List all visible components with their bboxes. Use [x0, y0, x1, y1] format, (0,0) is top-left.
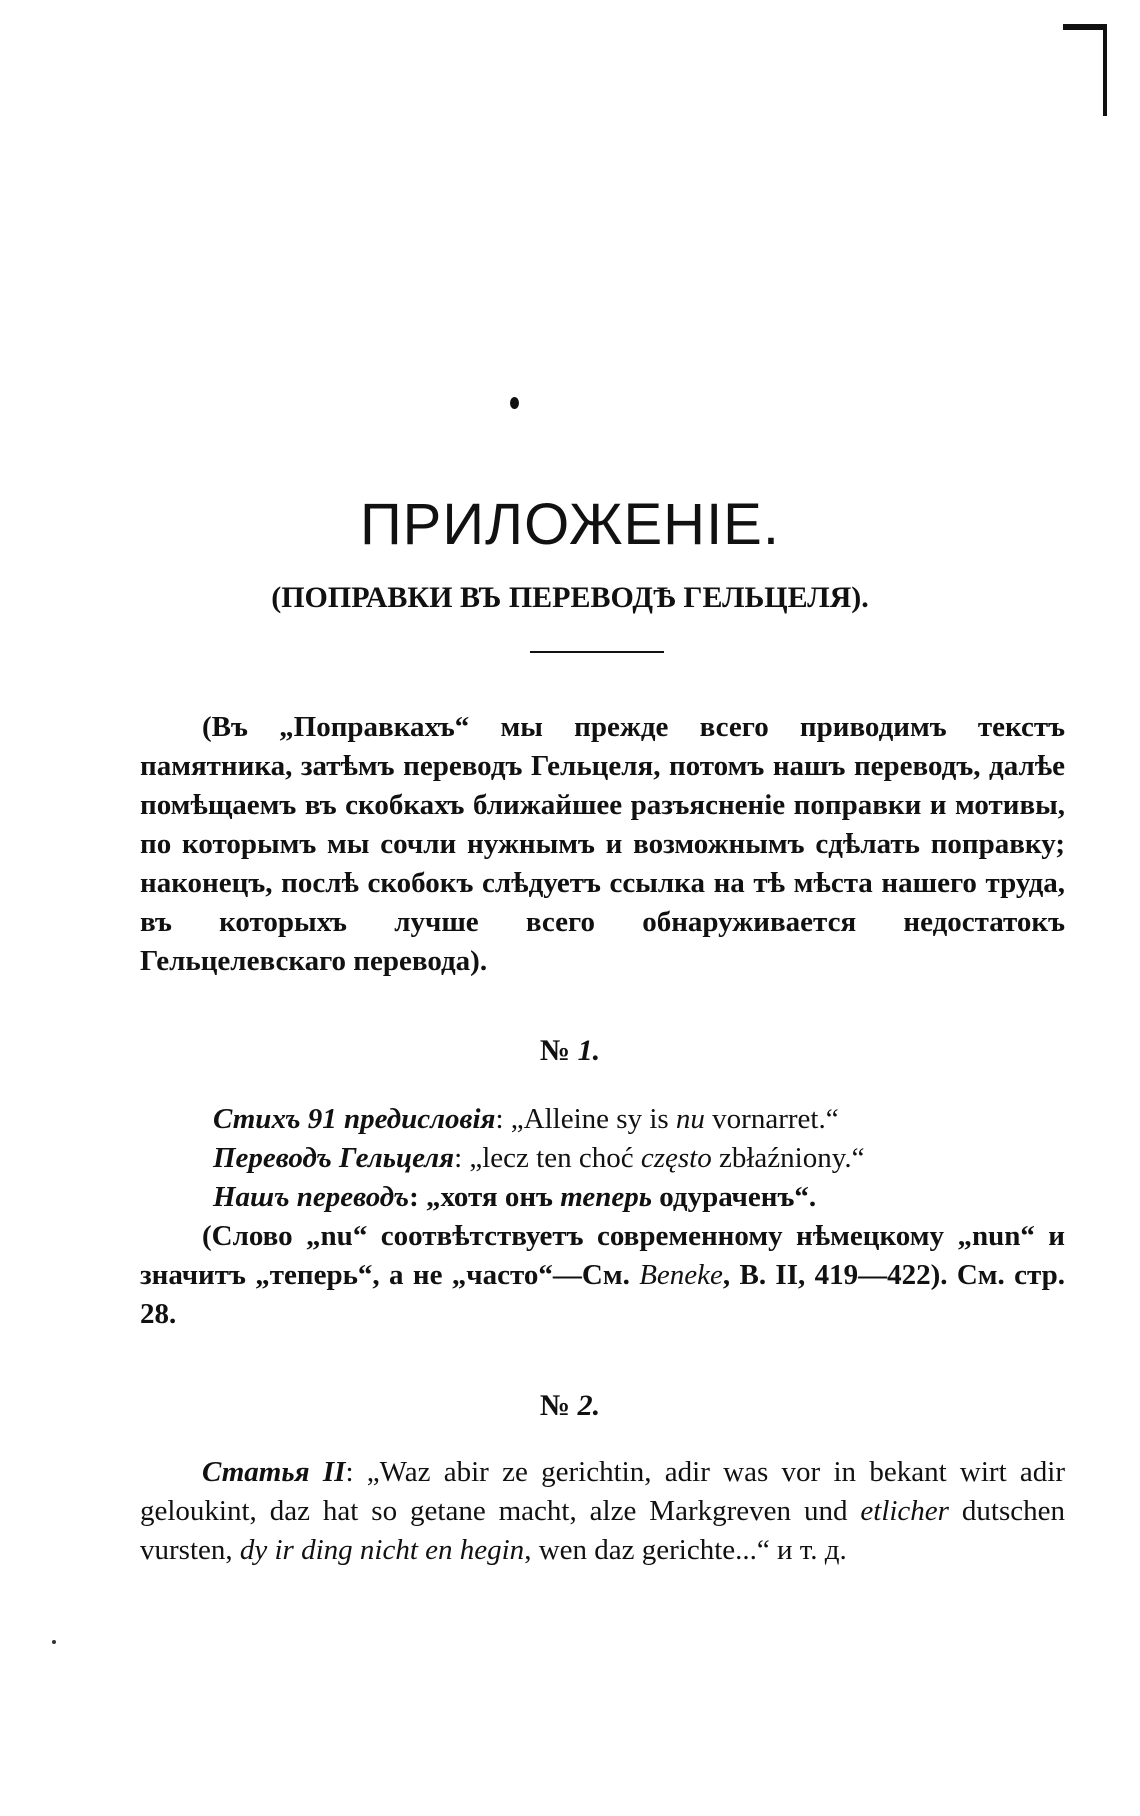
note-text-end: , B. II, 419—422). См. стр. 28.: [140, 1259, 1065, 1330]
article-emphasis-1: etlicher: [860, 1495, 949, 1527]
intro-text: (Въ „Поправкахъ“ мы прежде всего приводимъ текстъ памятника, затѣмъ переводъ Гельцеля, потомъ нашъ переводъ, далѣе помѣщаемъ въ скобкахъ ближайшее разъясненіе поправки и мотивы, по которымъ мы сочли нужнымъ и возможнымъ сдѣлать поправку; наконецъ, послѣ скобокъ слѣдуетъ ссылка на тѣ мѣста нашего труда, въ которыхъ лучше всего обнаруживается недостатокъ Гельцелевскаго перевода).: [140, 711, 1065, 977]
section-number: 1.: [577, 1034, 601, 1067]
article-text: : „Waz abir ze gerichtin, adir was vor in bekant wirt adir geloukint, daz hat so getane macht, alze Markgreven und: [140, 1456, 1066, 1527]
helcel-label: Переводъ Гельцеля: [213, 1142, 455, 1174]
note-text: (Слово „nu“ соотвѣтствуетъ современному нѣмецкому „nun“ и значитъ „теперь“, а не „часто“—См.: [140, 1220, 1065, 1291]
section-heading-1: [0, 1031, 1140, 1071]
helcel-emphasis: często: [640, 1142, 712, 1174]
section-heading-2: [0, 1386, 1140, 1426]
number-sign: №: [539, 1034, 571, 1067]
verse-label: Стихъ 91 предисловія: [213, 1103, 496, 1135]
ink-speck: [52, 1640, 56, 1644]
section-2-body: [140, 1453, 1065, 1570]
article-text-mid: dutschen vursten,: [140, 1495, 1065, 1566]
intro-paragraph: [140, 708, 1065, 981]
section-1-body: [140, 1100, 1065, 1334]
article-emphasis-2: dy ir ding nicht en hegin: [239, 1534, 525, 1566]
page-title: ПРИЛОЖЕНІЕ.: [359, 492, 780, 557]
explanation-note: [140, 1217, 1065, 1334]
article-text-end: , wen daz gerichte...“ и т. д.: [524, 1534, 847, 1566]
our-emphasis: теперь: [560, 1181, 652, 1213]
note-emphasis: Beneke: [639, 1259, 723, 1291]
number-sign: №: [539, 1389, 571, 1422]
verse-emphasis: nu: [675, 1103, 705, 1135]
title-divider: [530, 651, 664, 653]
our-label: Нашъ переводъ: [213, 1181, 410, 1213]
our-text: : „хотя онъ: [409, 1181, 561, 1213]
article-label: Статья II: [202, 1456, 346, 1488]
verse-text: : „Alleine sy is: [495, 1103, 676, 1135]
section-number: 2.: [577, 1389, 601, 1422]
verse-line: [140, 1100, 1065, 1139]
ink-dot: [510, 397, 519, 409]
page-subtitle: (ПОПРАВКИ ВЪ ПЕРЕВОДѢ ГЕЛЬЦЕЛЯ).: [271, 581, 869, 614]
our-text-end: одураченъ“.: [652, 1181, 817, 1213]
article-paragraph: [140, 1453, 1065, 1570]
helcel-translation-line: [140, 1139, 1065, 1178]
helcel-text-end: zbłaźniony.“: [711, 1142, 865, 1174]
scan-corner-mark: [1063, 24, 1107, 46]
verse-text-end: vornarret.“: [704, 1103, 839, 1135]
our-translation-line: [140, 1178, 1065, 1217]
helcel-text: : „lecz ten choć: [454, 1142, 641, 1174]
